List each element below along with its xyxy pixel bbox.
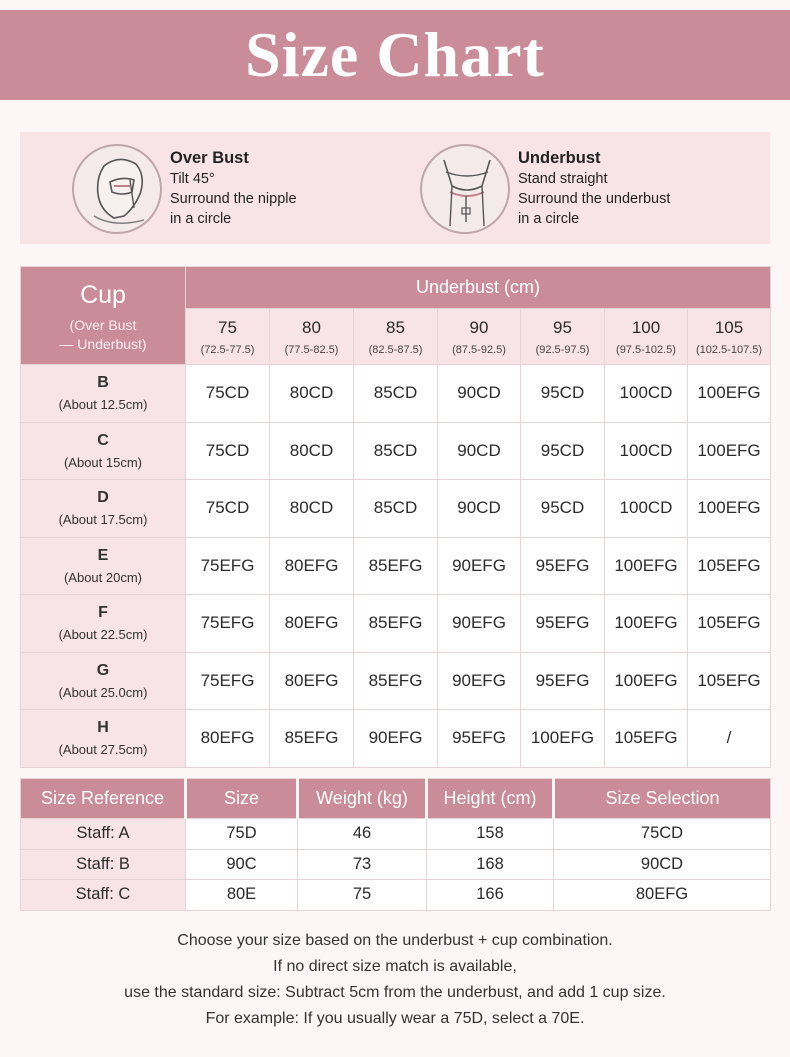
cup-title: Cup xyxy=(80,281,126,309)
underbust-guide xyxy=(420,144,670,234)
underbust-header: Underbust (cm) xyxy=(186,267,771,309)
size-cell: 85EFG xyxy=(354,537,438,595)
cup-label xyxy=(21,595,186,653)
size-cell: 90EFG xyxy=(438,652,521,710)
size-cell: 100EFG xyxy=(605,595,688,653)
size-cell: 85CD xyxy=(354,365,438,423)
cup-subtitle: — Underbust) xyxy=(59,336,147,352)
reference-cell: 90CD xyxy=(554,849,771,880)
reference-cell: 158 xyxy=(427,819,554,850)
over-bust-line: Tilt 45° xyxy=(170,171,215,187)
size-cell: 75EFG xyxy=(186,595,270,653)
underbust-size: 105 xyxy=(714,317,744,337)
underbust-range: (102.5-107.5) xyxy=(695,343,763,356)
size-cell: 90CD xyxy=(438,480,521,538)
underbust-column-header xyxy=(605,309,688,365)
size-notes xyxy=(0,928,790,1032)
size-cell: 75CD xyxy=(186,422,270,480)
underbust-line: Stand straight xyxy=(518,171,608,187)
cup-difference: (About 20cm) xyxy=(63,569,143,585)
size-cell: 95EFG xyxy=(521,595,605,653)
underbust-text xyxy=(518,148,670,229)
note-line: use the standard size: Subtract 5cm from the underbust, and add 1 cup size. xyxy=(124,984,666,1001)
size-cell: 100EFG xyxy=(688,422,771,480)
size-cell: 90CD xyxy=(438,422,521,480)
underbust-column-header xyxy=(270,309,354,365)
cup-difference: (About 27.5cm) xyxy=(58,742,148,758)
size-cell: 95EFG xyxy=(438,710,521,768)
cup-letter: G xyxy=(96,661,110,679)
underbust-size: 85 xyxy=(386,317,405,337)
underbust-range: (72.5-77.5) xyxy=(200,343,255,356)
cup-letter: C xyxy=(97,431,109,449)
reference-cell: 80E xyxy=(186,880,298,911)
size-cell: 105EFG xyxy=(605,710,688,768)
table-row xyxy=(21,480,771,538)
staff-label: Staff: C xyxy=(21,880,186,911)
cup-difference: (About 22.5cm) xyxy=(58,627,148,643)
underbust-column-header xyxy=(688,309,771,365)
over-bust-line: Surround the nipple xyxy=(170,191,297,207)
table-row xyxy=(21,819,771,850)
size-cell: 80EFG xyxy=(270,595,354,653)
cup-letter: H xyxy=(97,719,109,737)
underbust-size: 100 xyxy=(631,317,661,337)
table-row xyxy=(21,422,771,480)
reference-header: Size Selection xyxy=(554,779,771,819)
over-bust-icon xyxy=(72,144,162,234)
underbust-icon xyxy=(420,144,510,234)
size-cell: 95CD xyxy=(521,480,605,538)
over-bust-title: Over Bust xyxy=(170,149,249,167)
table-row xyxy=(21,595,771,653)
over-bust-line: in a circle xyxy=(170,211,232,227)
size-cell: 105EFG xyxy=(688,537,771,595)
cup-label xyxy=(21,422,186,480)
table-row xyxy=(21,537,771,595)
reference-cell: 166 xyxy=(427,880,554,911)
size-cell: / xyxy=(688,710,771,768)
cup-letter: F xyxy=(98,604,108,622)
size-cell: 95CD xyxy=(521,365,605,423)
underbust-range: (77.5-82.5) xyxy=(284,343,339,356)
size-cell: 100EFG xyxy=(605,652,688,710)
size-cell: 100EFG xyxy=(605,537,688,595)
over-bust-guide xyxy=(72,144,297,234)
size-cell: 75CD xyxy=(186,365,270,423)
cup-label xyxy=(21,710,186,768)
reference-header: Weight (kg) xyxy=(298,779,427,819)
size-cell: 85EFG xyxy=(270,710,354,768)
size-cell: 85EFG xyxy=(354,595,438,653)
reference-cell: 80EFG xyxy=(554,880,771,911)
table-row xyxy=(21,652,771,710)
size-cell: 100EFG xyxy=(688,365,771,423)
size-cell: 105EFG xyxy=(688,595,771,653)
underbust-range: (97.5-102.5) xyxy=(616,343,676,356)
note-line: Choose your size based on the underbust + cup combination. xyxy=(177,932,613,949)
underbust-range: (92.5-97.5) xyxy=(535,343,590,356)
note-line: For example: If you usually wear a 75D, select a 70E. xyxy=(205,1010,585,1027)
size-cell: 90EFG xyxy=(354,710,438,768)
title-banner xyxy=(0,10,790,100)
cup-label xyxy=(21,652,186,710)
size-cell: 100CD xyxy=(605,365,688,423)
cup-difference: (About 17.5cm) xyxy=(58,512,148,528)
size-cell: 80EFG xyxy=(270,652,354,710)
size-cell: 75EFG xyxy=(186,537,270,595)
size-cell: 85CD xyxy=(354,422,438,480)
over-bust-text xyxy=(170,148,297,229)
underbust-range: (87.5-92.5) xyxy=(452,343,506,356)
note-line: If no direct size match is available, xyxy=(273,958,517,975)
reference-cell: 168 xyxy=(427,849,554,880)
underbust-line: Surround the underbust xyxy=(518,191,671,207)
size-cell: 95EFG xyxy=(521,537,605,595)
cup-difference: (About 25.0cm) xyxy=(58,684,148,700)
underbust-size: 75 xyxy=(218,317,237,337)
underbust-size: 90 xyxy=(469,317,489,337)
size-table xyxy=(20,266,771,768)
table-row xyxy=(21,849,771,880)
underbust-column-header xyxy=(521,309,605,365)
size-cell: 100CD xyxy=(605,422,688,480)
size-cell: 90CD xyxy=(438,365,521,423)
reference-header: Height (cm) xyxy=(427,779,554,819)
size-cell: 100EFG xyxy=(521,710,605,768)
size-cell: 80CD xyxy=(270,365,354,423)
underbust-column-header xyxy=(438,309,521,365)
underbust-range: (82.5-87.5) xyxy=(368,343,423,356)
reference-cell: 73 xyxy=(298,849,427,880)
cup-label xyxy=(21,537,186,595)
cup-header xyxy=(21,267,186,365)
size-cell: 90EFG xyxy=(438,537,521,595)
size-cell: 90EFG xyxy=(438,595,521,653)
reference-header: Size xyxy=(186,779,298,819)
size-cell: 85EFG xyxy=(354,652,438,710)
table-row xyxy=(21,365,771,423)
size-cell: 80EFG xyxy=(186,710,270,768)
underbust-size: 95 xyxy=(553,317,572,337)
cup-label xyxy=(21,480,186,538)
size-cell: 100CD xyxy=(605,480,688,538)
cup-difference: (About 15cm) xyxy=(63,454,143,470)
size-cell: 105EFG xyxy=(688,652,771,710)
cup-difference: (About 12.5cm) xyxy=(58,397,148,413)
reference-cell: 75D xyxy=(186,819,298,850)
staff-label: Staff: A xyxy=(21,819,186,850)
size-cell: 75EFG xyxy=(186,652,270,710)
size-cell: 80EFG xyxy=(270,537,354,595)
page-title: Size Chart xyxy=(245,19,545,90)
staff-label: Staff: B xyxy=(21,849,186,880)
reference-cell: 46 xyxy=(298,819,427,850)
size-cell: 95CD xyxy=(521,422,605,480)
underbust-title: Underbust xyxy=(518,149,601,167)
measure-guide xyxy=(20,132,770,244)
underbust-column-header xyxy=(354,309,438,365)
size-cell: 95EFG xyxy=(521,652,605,710)
table-row xyxy=(21,710,771,768)
size-cell: 80CD xyxy=(270,480,354,538)
underbust-size: 80 xyxy=(302,317,321,337)
cup-letter: B xyxy=(97,374,109,392)
size-cell: 100EFG xyxy=(688,480,771,538)
size-cell: 80CD xyxy=(270,422,354,480)
reference-cell: 90C xyxy=(186,849,298,880)
cup-letter: D xyxy=(97,489,109,507)
cup-letter: E xyxy=(97,546,109,564)
cup-label xyxy=(21,365,186,423)
size-cell: 75CD xyxy=(186,480,270,538)
underbust-column-header xyxy=(186,309,270,365)
size-cell: 85CD xyxy=(354,480,438,538)
reference-header: Size Reference xyxy=(21,779,186,819)
cup-subtitle: (Over Bust xyxy=(69,317,137,333)
reference-cell: 75CD xyxy=(554,819,771,850)
reference-cell: 75 xyxy=(298,880,427,911)
size-reference-table xyxy=(20,778,771,911)
underbust-line: in a circle xyxy=(518,211,580,227)
table-row xyxy=(21,880,771,911)
